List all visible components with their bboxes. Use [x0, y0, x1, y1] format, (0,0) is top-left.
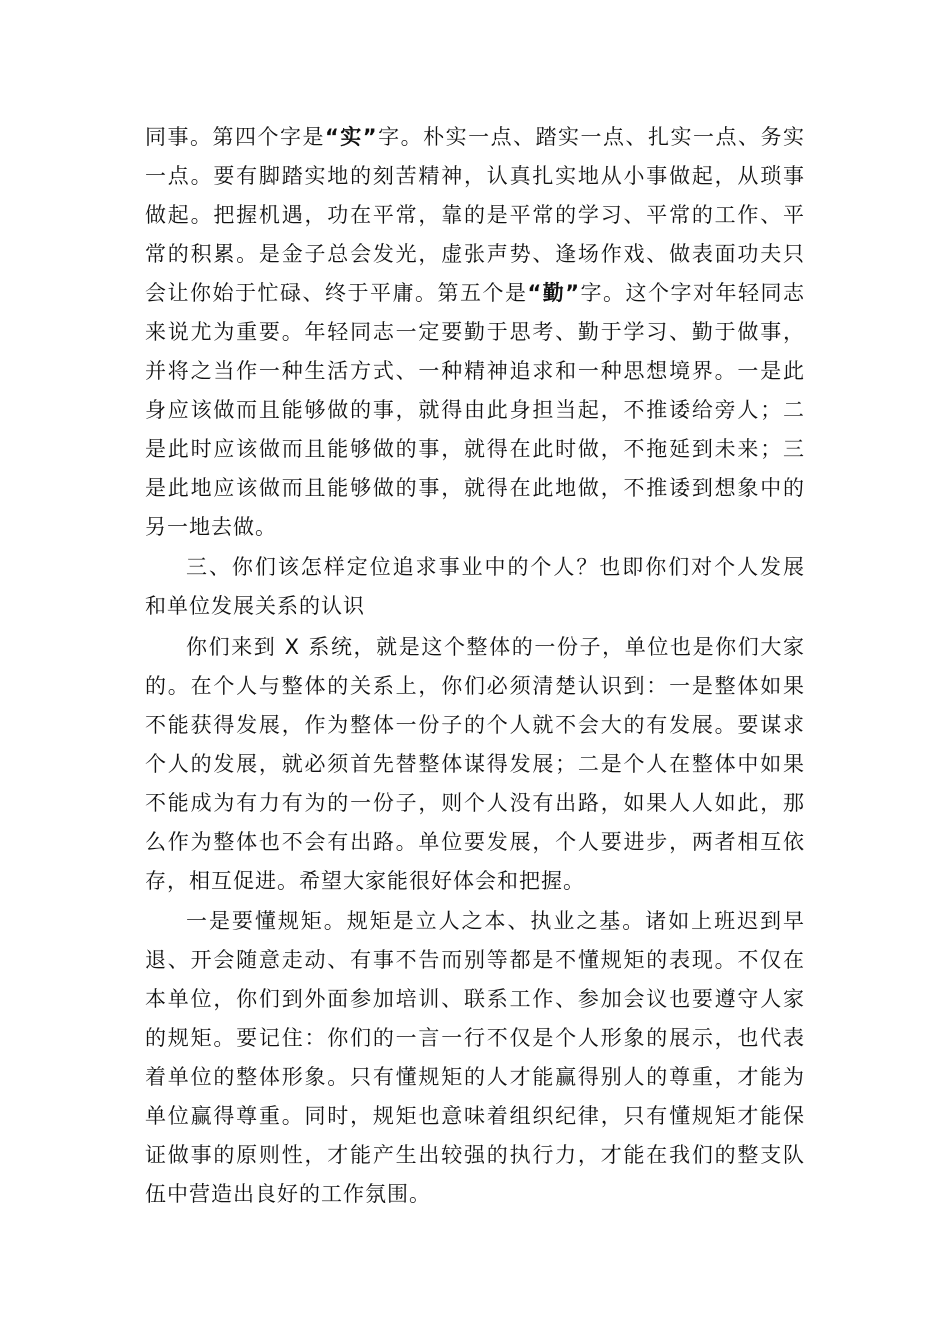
text-line — [145, 429, 805, 469]
text-line — [145, 783, 805, 823]
text-segment: 不能成为有力有为的一份子，则个人没有出路，如果人人如此，那 — [145, 791, 805, 815]
text-line — [145, 234, 805, 274]
text-line — [145, 705, 805, 745]
text-line — [145, 861, 805, 901]
text-segment: 一点。要有脚踏实地的刻苦精神，认真扎实地从小事做起，从琐事 — [145, 164, 805, 188]
text-segment: 的。在个人与整体的关系上，你们必须清楚认识到：一是整体如果 — [145, 674, 805, 698]
text-segment: 字。这个字对年轻同志 — [580, 281, 805, 305]
text-segment: 个人的发展，就必须首先替整体谋得发展；二是个人在整体中如果 — [145, 752, 805, 776]
text-line — [145, 1096, 805, 1136]
text-segment: 同事。第四个字是 — [145, 125, 325, 149]
text-line — [145, 1057, 805, 1097]
text-line — [145, 156, 805, 196]
text-segment: 是此地应该做而且能够做的事，就得在此地做，不推诿到想象中的 — [145, 476, 805, 500]
text-line — [145, 195, 805, 235]
text-segment: 另一地去做。 — [145, 515, 277, 539]
bold-text-segment: “实” — [324, 125, 378, 149]
text-line — [145, 744, 805, 784]
text-segment: 本单位，你们到外面参加培训、联系工作、参加会议也要遵守人家 — [145, 987, 805, 1011]
section-heading-line — [145, 586, 805, 626]
text-segment: 来说尤为重要。年轻同志一定要勤于思考、勤于学习、勤于做事， — [145, 320, 805, 344]
text-line — [145, 312, 805, 352]
text-segment: 会让你始于忙碌、终于平庸。第五个是 — [145, 281, 528, 305]
text-segment: 退、开会随意走动、有事不告而别等都是不懂规矩的表现。不仅在 — [145, 948, 805, 972]
text-segment: 字。朴实一点、踏实一点、扎实一点、务实 — [377, 125, 805, 149]
text-segment: 身应该做而且能够做的事，就得由此身担当起，不推诿给旁人；二 — [145, 398, 805, 422]
text-line — [145, 822, 805, 862]
text-line — [186, 627, 805, 667]
text-line — [145, 507, 805, 547]
text-segment: 不能获得发展，作为整体一份子的个人就不会大的有发展。要谋求 — [145, 713, 805, 737]
text-line — [145, 351, 805, 391]
text-line — [145, 117, 805, 157]
text-segment: 的规矩。要记住：你们的一言一行不仅是个人形象的展示，也代表 — [145, 1026, 805, 1050]
text-line — [186, 901, 805, 941]
text-segment: 伍中营造出良好的工作氛围。 — [145, 1182, 431, 1206]
text-line — [145, 666, 805, 706]
text-segment: 三、你们该怎样定位追求事业中的个人？也即你们对个人发展 — [186, 555, 805, 579]
text-segment: 么作为整体也不会有出路。单位要发展，个人要进步，两者相互依 — [145, 830, 805, 854]
bold-text-segment: “勤” — [527, 281, 581, 305]
text-segment: 和单位发展关系的认识 — [145, 594, 365, 618]
text-line — [145, 979, 805, 1019]
text-segment: 并将之当作一种生活方式、一种精神追求和一种思想境界。一是此 — [145, 359, 805, 383]
text-line — [145, 940, 805, 980]
text-segment: 常的积累。是金子总会发光，虚张声势、逢场作戏、做表面功夫只 — [145, 242, 805, 266]
text-segment: 你们来到 X 系统，就是这个整体的一份子，单位也是你们大家 — [186, 635, 805, 659]
text-line — [145, 1174, 805, 1214]
text-line — [145, 273, 805, 313]
text-segment: 是此时应该做而且能够做的事，就得在此时做，不拖延到未来；三 — [145, 437, 805, 461]
text-segment: 做起。把握机遇，功在平常，靠的是平常的学习、平常的工作、平 — [145, 203, 805, 227]
text-segment: 存，相互促进。希望大家能很好体会和把握。 — [145, 869, 585, 893]
text-segment: 单位赢得尊重。同时，规矩也意味着组织纪律，只有懂规矩才能保 — [145, 1104, 805, 1128]
text-line — [145, 1018, 805, 1058]
text-line — [145, 1135, 805, 1175]
text-line — [145, 468, 805, 508]
text-segment: 证做事的原则性，才能产生出较强的执行力，才能在我们的整支队 — [145, 1143, 805, 1167]
text-segment: 一是要懂规矩。规矩是立人之本、执业之基。诸如上班迟到早 — [186, 909, 805, 933]
text-segment: 着单位的整体形象。只有懂规矩的人才能赢得别人的尊重，才能为 — [145, 1065, 805, 1089]
text-line — [145, 390, 805, 430]
section-heading-line — [186, 547, 805, 587]
